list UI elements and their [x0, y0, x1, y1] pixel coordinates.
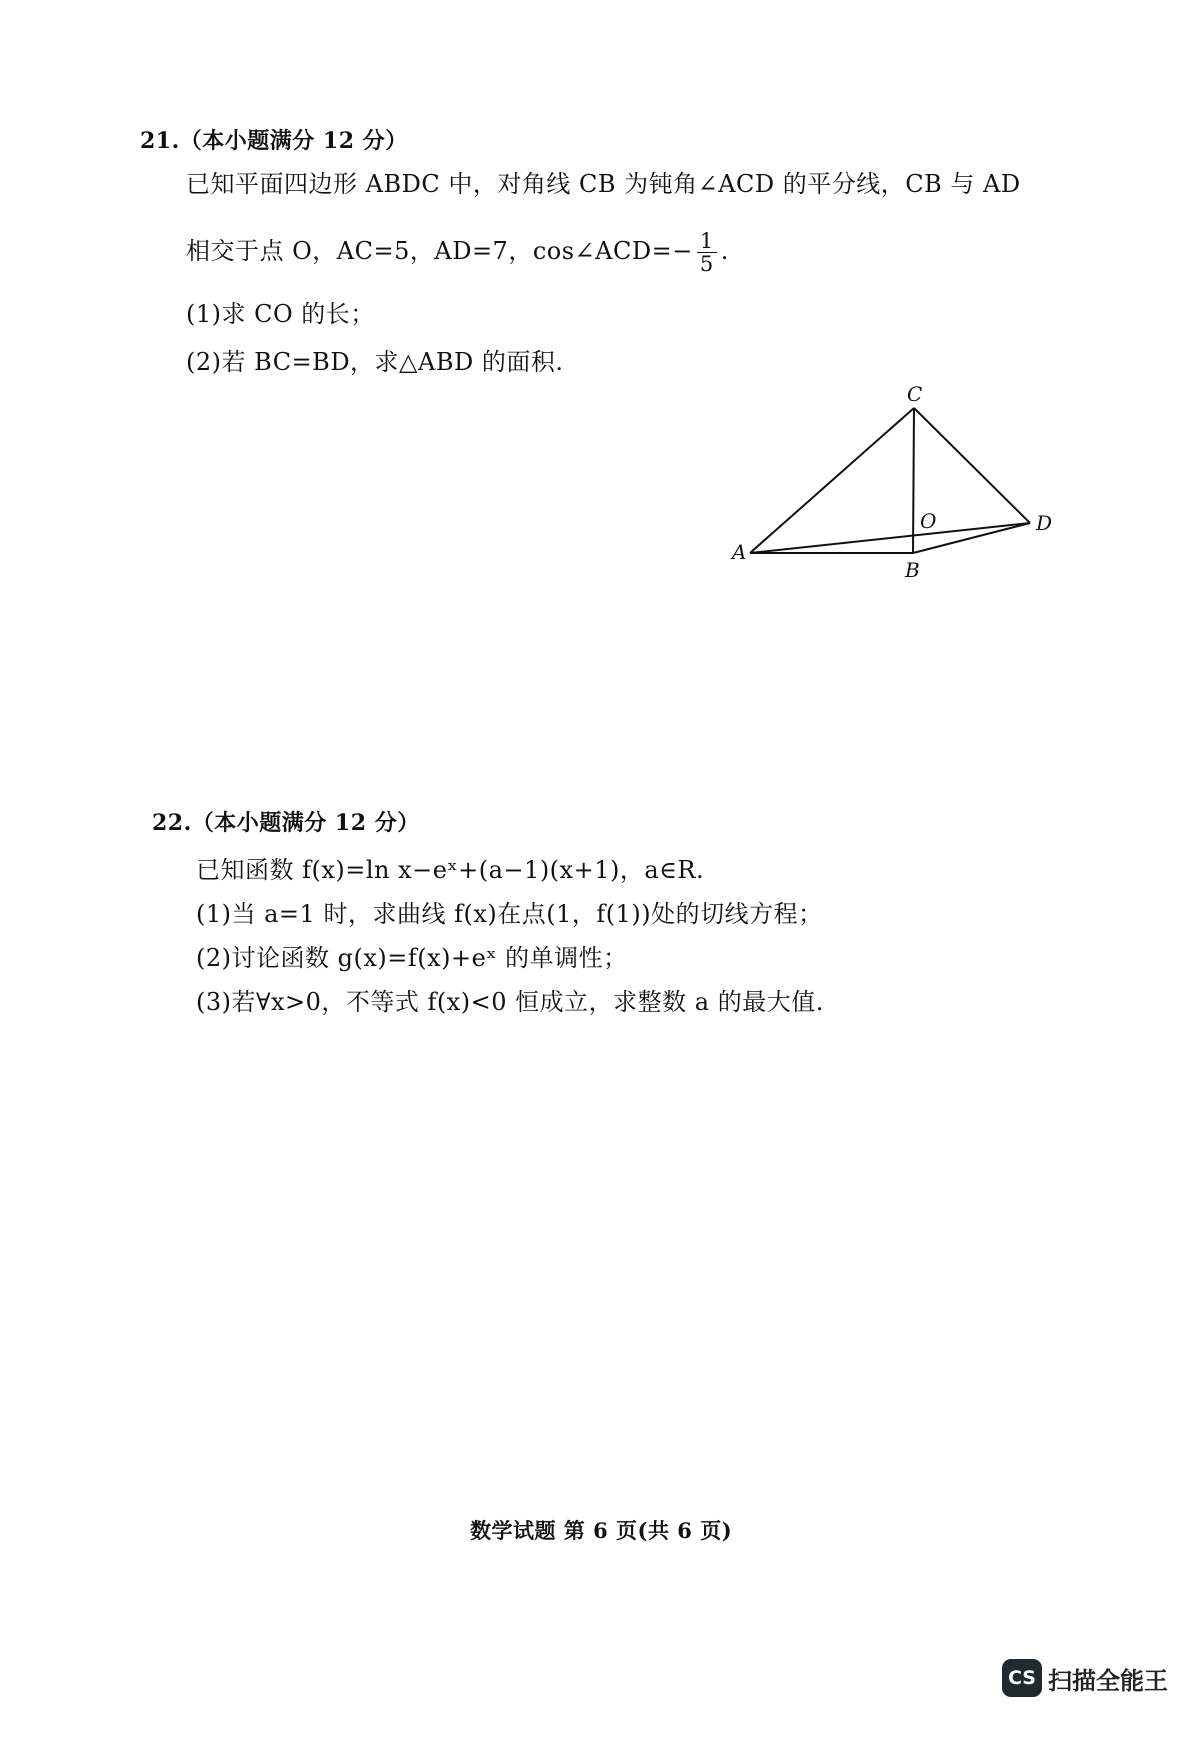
q21-part2: (2)若 BC=BD，求△ABD 的面积.	[186, 348, 564, 376]
q22-header: 22.（本小题满分 12 分）	[152, 810, 420, 836]
label-a: A	[732, 540, 747, 564]
scanner-watermark	[1002, 1656, 1168, 1700]
q21-fraction-denominator: 5	[699, 252, 714, 277]
q21-header: 21.（本小题满分 12 分）	[140, 128, 408, 154]
q22-part1: (1)当 a=1 时，求曲线 f(x)在点(1，f(1))处的切线方程；	[196, 900, 823, 928]
page-footer: 数学试题 第 6 页(共 6 页)	[470, 1518, 733, 1543]
q21-fraction	[697, 230, 717, 275]
q21-statement-line1: 已知平面四边形 ABDC 中，对角线 CB 为钝角∠ACD 的平分线，CB 与 AD	[186, 170, 1021, 198]
camscanner-text: 扫描全能王	[1048, 1666, 1168, 1695]
label-o: O	[920, 509, 937, 533]
q21-part1: (1)求 CO 的长；	[186, 300, 375, 328]
q22-part2: (2)讨论函数 g(x)=f(x)+eˣ 的单调性；	[196, 944, 628, 972]
q21-line2-suffix: .	[720, 237, 729, 266]
q21-fraction-numerator: 1	[697, 230, 717, 253]
q22-statement: 已知函数 f(x)=ln x−eˣ+(a−1)(x+1)，a∈R.	[196, 856, 705, 884]
segment-ac	[750, 408, 914, 553]
segment-cd	[914, 408, 1030, 523]
camscanner-logo: CS	[1002, 1659, 1042, 1697]
q21-line2-prefix: 相交于点 O，AC=5，AD=7，cos∠ACD=−	[186, 237, 693, 266]
label-b: B	[905, 558, 920, 582]
q22-part3: (3)若∀x>0，不等式 f(x)<0 恒成立，求整数 a 的最大值.	[196, 988, 824, 1016]
segment-cb	[913, 408, 914, 553]
label-c: C	[907, 382, 923, 406]
label-d: D	[1036, 511, 1053, 535]
segment-ad	[750, 523, 1030, 553]
q21-quadrilateral-figure	[730, 378, 1070, 588]
q21-statement-line2	[186, 230, 729, 275]
